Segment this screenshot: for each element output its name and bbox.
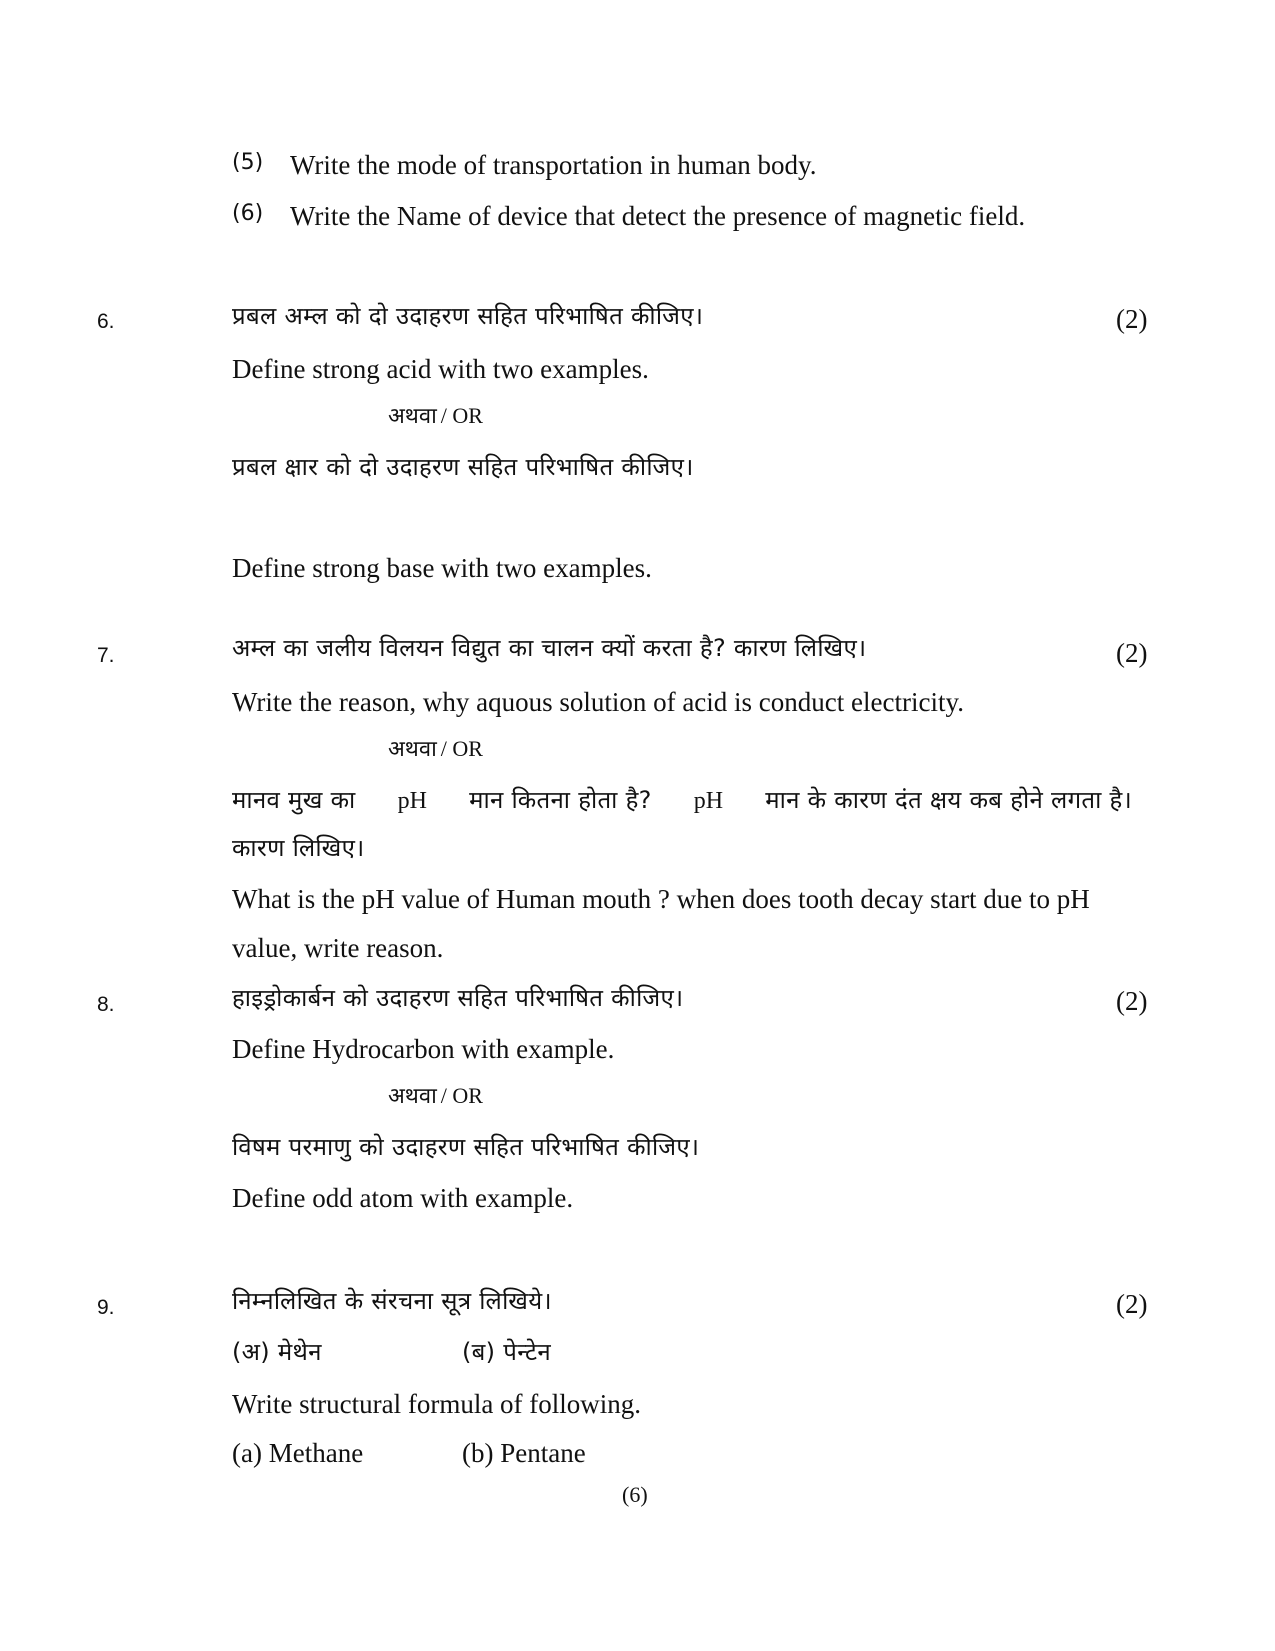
question-7-alt-hindi-line-2: कारण लिखिए। [232, 834, 365, 862]
question-8-english: Define Hydrocarbon with example. [232, 1034, 615, 1064]
question-9-hindi: निम्नलिखित के संरचना सूत्र लिखिये। [232, 1287, 552, 1315]
question-9-option-a-hindi: (अ) मेथेन [232, 1338, 322, 1366]
subquestion-6-text: Write the Name of device that detect the presence of magnetic field. [290, 201, 1026, 231]
subquestion-5-text: Write the mode of transportation in human body. [290, 150, 817, 180]
or-english: / OR [440, 403, 483, 428]
question-7-or-separator [388, 738, 483, 761]
alt-hindi-part-b: मान कितना होता है? [469, 786, 652, 814]
question-9-option-a-english: (a) Methane [232, 1438, 364, 1468]
question-6-or-separator [388, 405, 483, 428]
question-7-number: 7. [97, 644, 115, 667]
subquestion-6-number: (6) [232, 201, 264, 226]
question-7-alt-english-line-1: What is the pH value of Human mouth ? when does tooth decay start due to pH [232, 884, 1090, 914]
alt-hindi-part-a: मानव मुख का [232, 786, 356, 814]
page-number: (6) [622, 1482, 648, 1507]
or-english: / OR [440, 1083, 483, 1108]
question-7-alt-hindi-line [232, 788, 1132, 813]
question-8-alt-english: Define odd atom with example. [232, 1183, 574, 1213]
question-7-hindi: अम्ल का जलीय विलयन विद्युत का चालन क्यों करता है? कारण लिखिए। [232, 634, 867, 662]
or-hindi: अथवा [388, 404, 437, 429]
question-7-english: Write the reason, why aquous solution of acid is conduct electricity. [232, 687, 964, 717]
or-hindi: अथवा [388, 737, 437, 762]
ph-term: pH [397, 788, 427, 814]
subquestion-5-number: (5) [232, 150, 264, 175]
question-9-marks: (2) [1116, 1289, 1148, 1319]
question-8-or-separator [388, 1085, 483, 1108]
question-9-option-b-hindi: (ब) पेन्टेन [462, 1338, 552, 1366]
question-6-alt-hindi: प्रबल क्षार को दो उदाहरण सहित परिभाषित कीजिए। [232, 453, 694, 481]
alt-hindi-part-c: मान के कारण दंत क्षय कब होने लगता है। [765, 786, 1132, 814]
question-8-marks: (2) [1116, 986, 1148, 1016]
or-english: / OR [440, 736, 483, 761]
question-6-marks: (2) [1116, 304, 1148, 334]
question-7-marks: (2) [1116, 638, 1148, 668]
ph-term: pH [693, 788, 724, 814]
or-hindi: अथवा [388, 1084, 437, 1109]
question-6-hindi: प्रबल अम्ल को दो उदाहरण सहित परिभाषित कीजिए। [232, 302, 704, 330]
question-6-english: Define strong acid with two examples. [232, 354, 649, 384]
question-8-number: 8. [97, 993, 115, 1016]
question-6-alt-english: Define strong base with two examples. [232, 553, 652, 583]
question-9-option-b-english: (b) Pentane [462, 1438, 586, 1468]
question-7-alt-english-line-2: value, write reason. [232, 933, 444, 963]
question-8-hindi: हाइड्रोकार्बन को उदाहरण सहित परिभाषित कीजिए। [232, 984, 684, 1012]
question-6-number: 6. [97, 310, 115, 333]
question-9-english: Write structural formula of following. [232, 1389, 642, 1419]
question-9-number: 9. [97, 1296, 115, 1319]
question-8-alt-hindi: विषम परमाणु को उदाहरण सहित परिभाषित कीजिए। [232, 1133, 700, 1161]
